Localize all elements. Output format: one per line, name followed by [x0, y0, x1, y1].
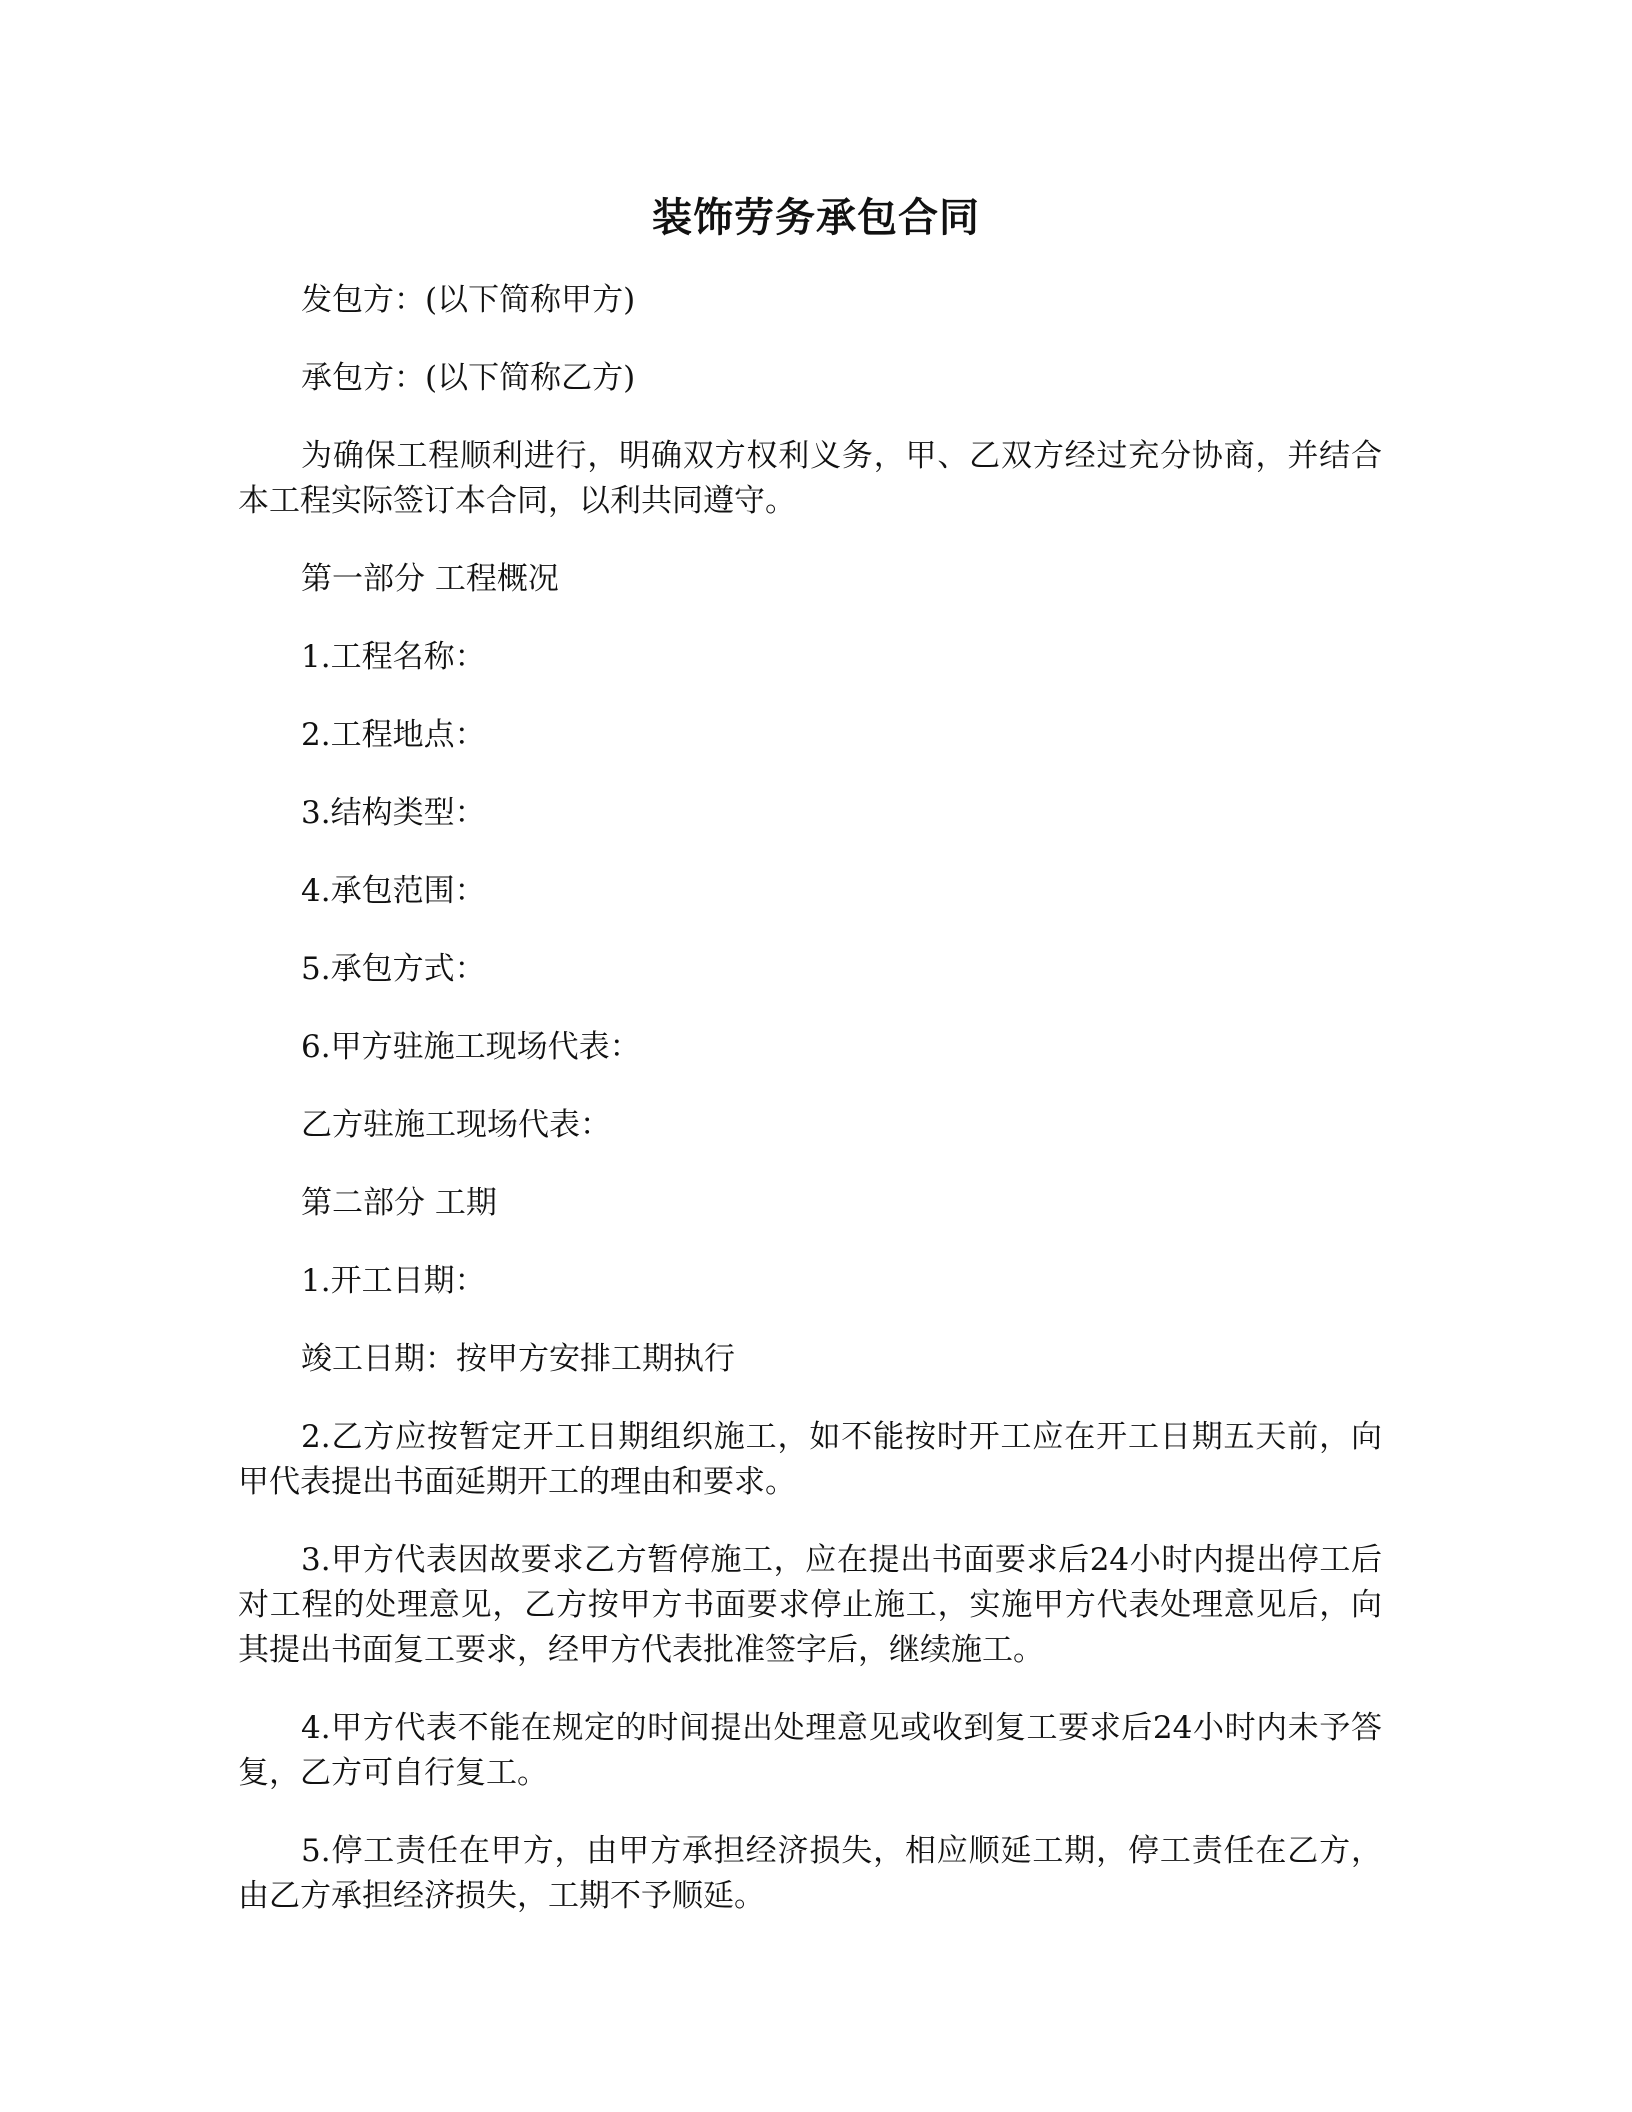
paragraph-preamble: 为确保工程顺利进行，明确双方权利义务，甲、乙双方经过充分协商，并结合本工程实际签订本合同，以利共同遵守。 [238, 438, 1382, 519]
paragraph-start-date: 1.开工日期： [301, 1263, 486, 1299]
section-heading-project-overview: 第一部分 工程概况 [301, 561, 559, 597]
paragraph-contractor: 承包方：(以下简称乙方) [301, 360, 636, 396]
paragraph-completion-date: 竣工日期：按甲方安排工期执行 [301, 1341, 735, 1377]
paragraph-contract-method: 5.承包方式： [301, 951, 486, 987]
paragraph-party-b-representative: 乙方驻施工现场代表： [301, 1107, 611, 1143]
paragraph-clause-2: 2.乙方应按暂定开工日期组织施工，如不能按时开工应在开工日期五天前，向甲代表提出书面延期开工的理由和要求。 [238, 1419, 1382, 1500]
paragraph-structure-type: 3.结构类型： [301, 795, 486, 831]
paragraph-party-a-representative: 6.甲方驻施工现场代表： [301, 1029, 641, 1065]
section-heading-schedule: 第二部分 工期 [301, 1185, 497, 1221]
paragraph-project-location: 2.工程地点： [301, 717, 486, 753]
paragraph-contract-scope: 4.承包范围： [301, 873, 486, 909]
paragraph-clause-5: 5.停工责任在甲方，由甲方承担经济损失，相应顺延工期，停工责任在乙方，由乙方承担经济损失，工期不予顺延。 [238, 1833, 1382, 1914]
paragraph-clause-3: 3.甲方代表因故要求乙方暂停施工，应在提出书面要求后24小时内提出停工后对工程的处理意见，乙方按甲方书面要求停止施工，实施甲方代表处理意见后，向其提出书面复工要求，经甲方代表批准签字后，继续施工。 [238, 1542, 1382, 1668]
paragraph-project-name: 1.工程名称： [301, 639, 486, 675]
document-body [238, 278, 1382, 1952]
document-title: 装饰劳务承包合同 [652, 194, 980, 241]
paragraph-employer: 发包方：(以下简称甲方) [301, 282, 636, 318]
paragraph-clause-4: 4.甲方代表不能在规定的时间提出处理意见或收到复工要求后24小时内未予答复，乙方可自行复工。 [238, 1710, 1382, 1791]
